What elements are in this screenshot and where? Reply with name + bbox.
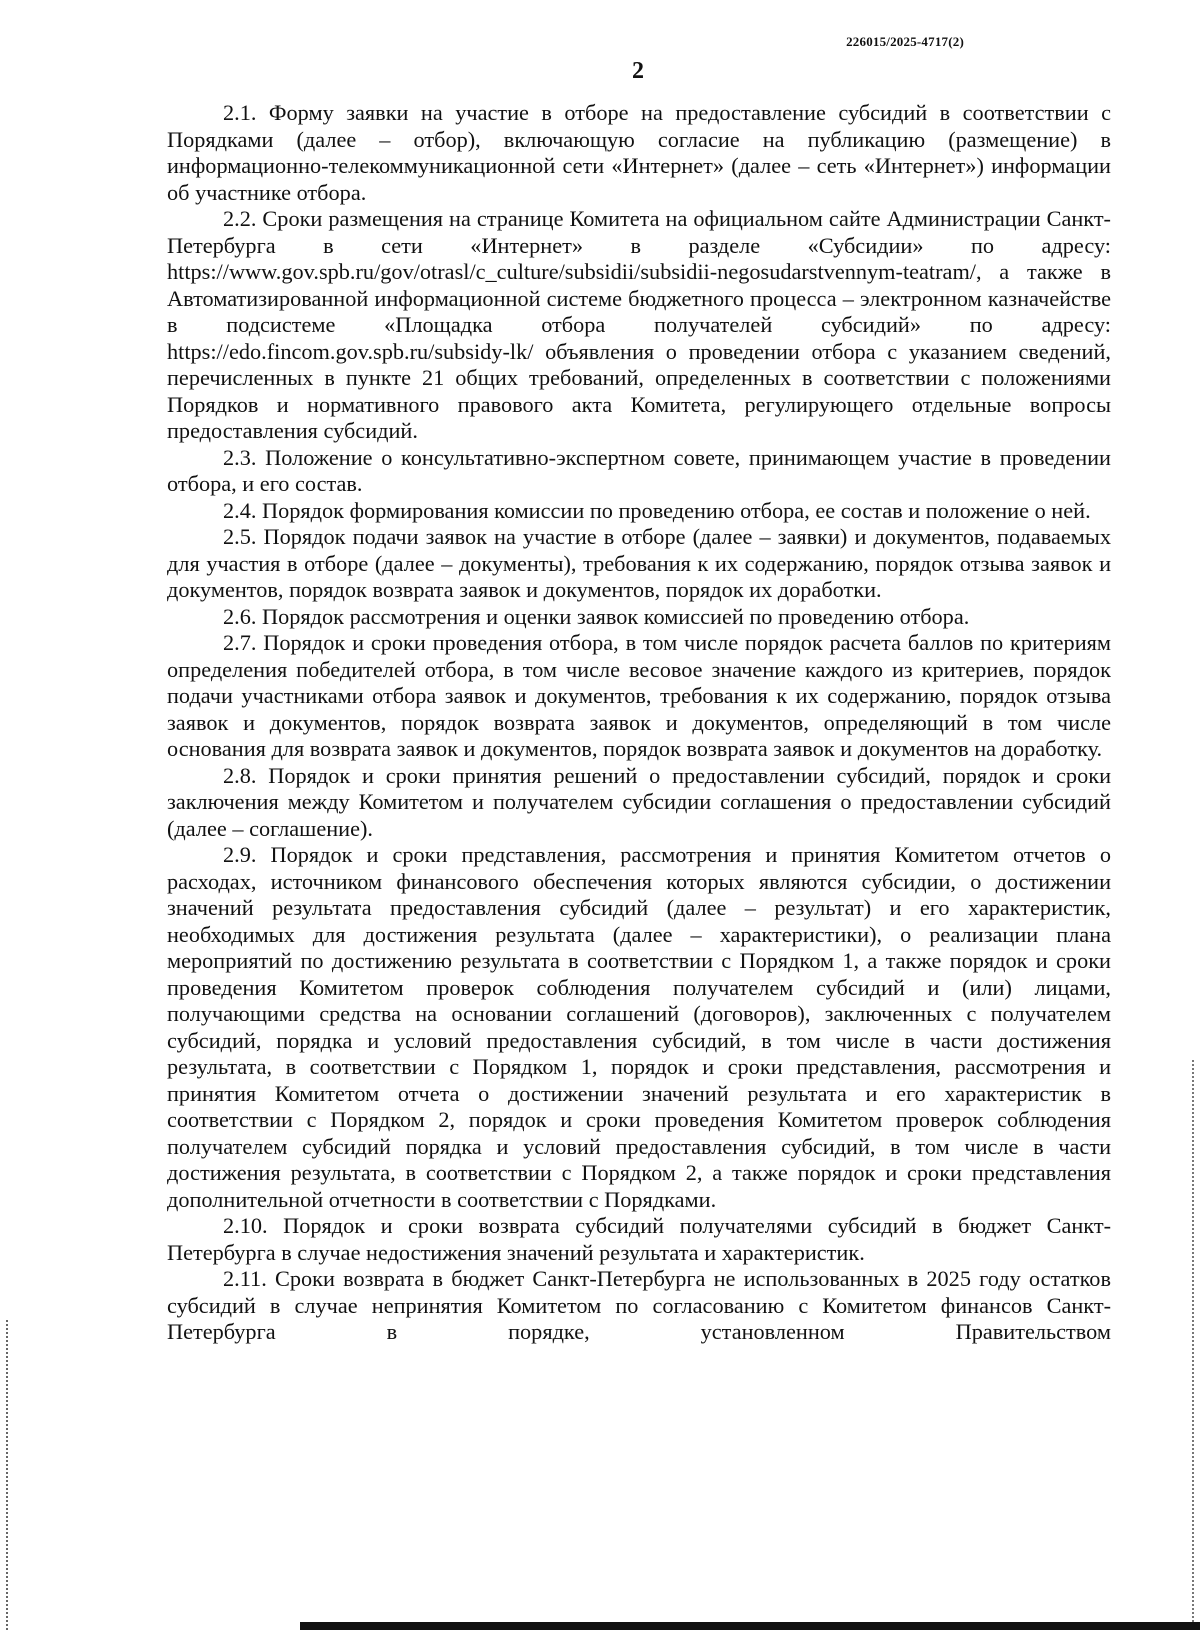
- document-registration-number: 226015/2025-4717(2): [846, 34, 964, 49]
- scan-bottom-edge: [300, 1622, 1200, 1630]
- document-body: [167, 100, 1111, 1346]
- paragraph-2-6: 2.6. Порядок рассмотрения и оценки заявок комиссией по проведению отбора.: [223, 603, 970, 629]
- paragraph-2-4: 2.4. Порядок формирования комиссии по проведению отбора, ее состав и положение о ней.: [223, 497, 1091, 523]
- paragraph-2-7: 2.7. Порядок и сроки проведения отбора, в том числе порядок расчета баллов по критериям определения победителей отбора, в том числе весовое значение каждого из критериев, порядок подачи участниками отбора заявок и документов, требования к их содержанию, порядок отзыва заявок и документов, порядок возврата заявок и документов, определяющий в том числе основания для возврата заявок и документов, порядок возврата заявок и документов на доработку.: [167, 630, 1111, 761]
- paragraph-2-2: 2.2. Сроки размещения на странице Комитета на официальном сайте Администрации Санкт-Петербурга в сети «Интернет» в разделе «Субсидии» по адресу: https://www.gov.spb.ru/gov/otrasl/c_culture/subsidii/subsidii-negosudarstvennym-teatram/, а также в Автоматизированной информационной системе бюджетного процесса – электронном казначействе в подсистеме «Площадка отбора получателей субсидий» по адресу: https://edo.fincom.gov.spb.ru/subsidy-lk/ объявления о проведении отбора с указанием сведений, перечисленных в пункте 21 общих требований, определенных в соответствии с положениями Порядков и нормативного правового акта Комитета, регулирующего отдельные вопросы предоставления субсидий.: [167, 206, 1111, 443]
- paragraph-2-10: 2.10. Порядок и сроки возврата субсидий получателями субсидий в бюджет Санкт-Петербурга в случае недостижения значений результата и характеристик.: [167, 1213, 1111, 1265]
- paragraph-2-8: 2.8. Порядок и сроки принятия решений о предоставлении субсидий, порядок и сроки заключения между Комитетом и получателем субсидии соглашения о предоставлении субсидий (далее – соглашение).: [167, 762, 1111, 841]
- paragraph-2-5: 2.5. Порядок подачи заявок на участие в отборе (далее – заявки) и документов, подаваемых для участия в отборе (далее – документы), требования к их содержанию, порядок отзыва заявок и документов, порядок возврата заявок и документов, порядок их доработки.: [167, 524, 1111, 602]
- paragraph-2-3: 2.3. Положение о консультативно-экспертном совете, принимающем участие в проведении отбора, и его состав.: [167, 444, 1111, 496]
- scan-edge-artifact-left: [6, 1320, 10, 1630]
- scan-edge-artifact-right: [1192, 1060, 1196, 1630]
- page-number: 2: [632, 58, 644, 84]
- paragraph-2-9: 2.9. Порядок и сроки представления, рассмотрения и принятия Комитетом отчетов о расходах, источником финансового обеспечения которых являются субсидии, о достижении значений результата предоставления субсидий (далее – результат) и его характеристик, необходимых для достижения результата (далее – характеристики), о реализации плана мероприятий по достижению результата в соответствии с Порядком 1, а также порядок и сроки проведения Комитетом проверок соблюдения получателем субсидий и (или) лицами, получающими средства на основании соглашений (договоров), заключенных с получателем субсидий, порядка и условий предоставления субсидий, в том числе в части достижения результата, в соответствии с Порядком 1, порядок и сроки представления, рассмотрения и принятия Комитетом отчета о достижении значений результата и его характеристик в соответствии с Порядком 2, порядок и сроки проведения Комитетом проверок соблюдения получателем субсидий порядка и условий предоставления субсидий, в том числе в части достижения результата, в соответствии с Порядком 2, а также порядок и сроки представления дополнительной отчетности в соответствии с Порядками.: [167, 842, 1111, 1212]
- paragraph-2-11: 2.11. Сроки возврата в бюджет Санкт-Петербурга не использованных в 2025 году остатков субсидий в случае непринятия Комитетом по согласованию с Комитетом финансов Санкт-Петербурга в порядке, установленном Правительством: [167, 1266, 1111, 1344]
- paragraph-2-1: 2.1. Форму заявки на участие в отборе на предоставление субсидий в соответствии с Порядками (далее – отбор), включающую согласие на публикацию (размещение) в информационно-телекоммуникационной сети «Интернет» (далее – сеть «Интернет») информации об участнике отбора.: [167, 100, 1111, 205]
